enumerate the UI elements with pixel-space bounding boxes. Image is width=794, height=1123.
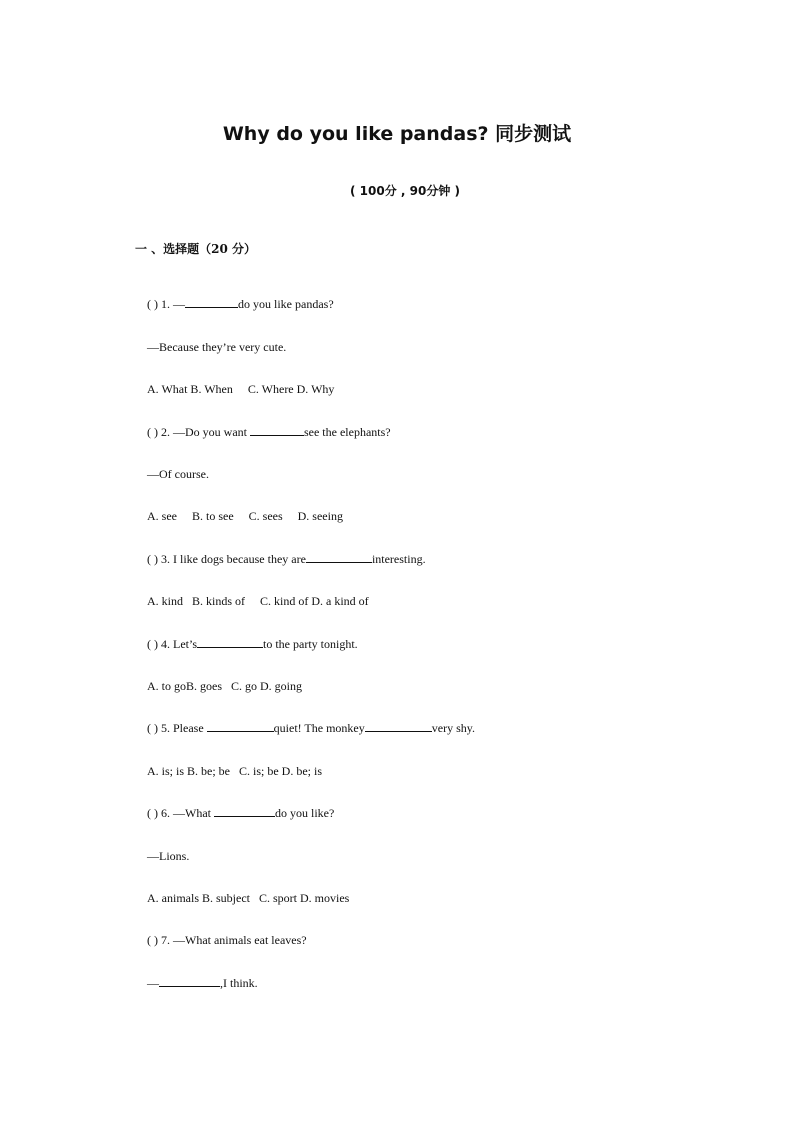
answer-blank [197,636,263,648]
answer-blank [214,805,275,817]
question-2-options: A. see B. to see C. sees D. seeing [147,509,343,523]
question-6-options: A. animals B. subject C. sport D. movies [147,891,350,905]
question-3-options: A. kind B. kinds of C. kind of D. a kind of [147,594,369,608]
question-text: ( ) 2. —Do you want [147,425,250,439]
question-text: to the party tonight. [263,637,358,651]
question-text: do you like pandas? [238,297,334,311]
question-5 [147,720,475,736]
question-2 [147,424,391,440]
question-text: ( ) 5. Please [147,721,207,735]
question-1-answer: —Because they’re very cute. [147,340,287,354]
question-4-options: A. to goB. goes C. go D. going [147,679,303,693]
section-heading: 一 、选择题（20 分） [135,242,257,256]
question-2-answer: —Of course. [147,467,209,481]
answer-blank [306,551,372,563]
answer-blank [250,424,304,436]
question-7: ( ) 7. —What animals eat leaves? [147,933,307,947]
answer-text: ,I think. [220,976,258,990]
page-subtitle: ( 100分 , 90分钟 ) [350,184,460,198]
question-1-options: A. What B. When C. Where D. Why [147,382,335,396]
question-5-options: A. is; is B. be; be C. is; be D. be; is [147,764,322,778]
question-3 [147,551,426,567]
answer-blank [365,720,432,732]
question-text: ( ) 4. Let’s [147,637,197,651]
question-6-answer: —Lions. [147,849,190,863]
question-text: ( ) 6. —What [147,806,214,820]
question-text: do you like? [274,806,335,820]
question-text: see the elephants? [303,425,391,439]
question-text: very shy. [431,721,475,735]
answer-text: — [147,976,159,990]
question-text: ( ) 3. I like dogs because they are [147,552,306,566]
question-text: interesting. [371,552,426,566]
page-title: Why do you like pandas? 同步测试 [222,123,572,145]
question-6 [147,805,334,821]
answer-blank [185,296,238,308]
answer-blank [159,975,220,987]
question-text: quiet! The monkey [273,721,365,735]
question-4 [147,636,358,652]
question-text: ( ) 1. — [147,297,185,311]
question-1 [147,296,334,312]
question-7-answer [147,975,258,991]
answer-blank [207,720,274,732]
